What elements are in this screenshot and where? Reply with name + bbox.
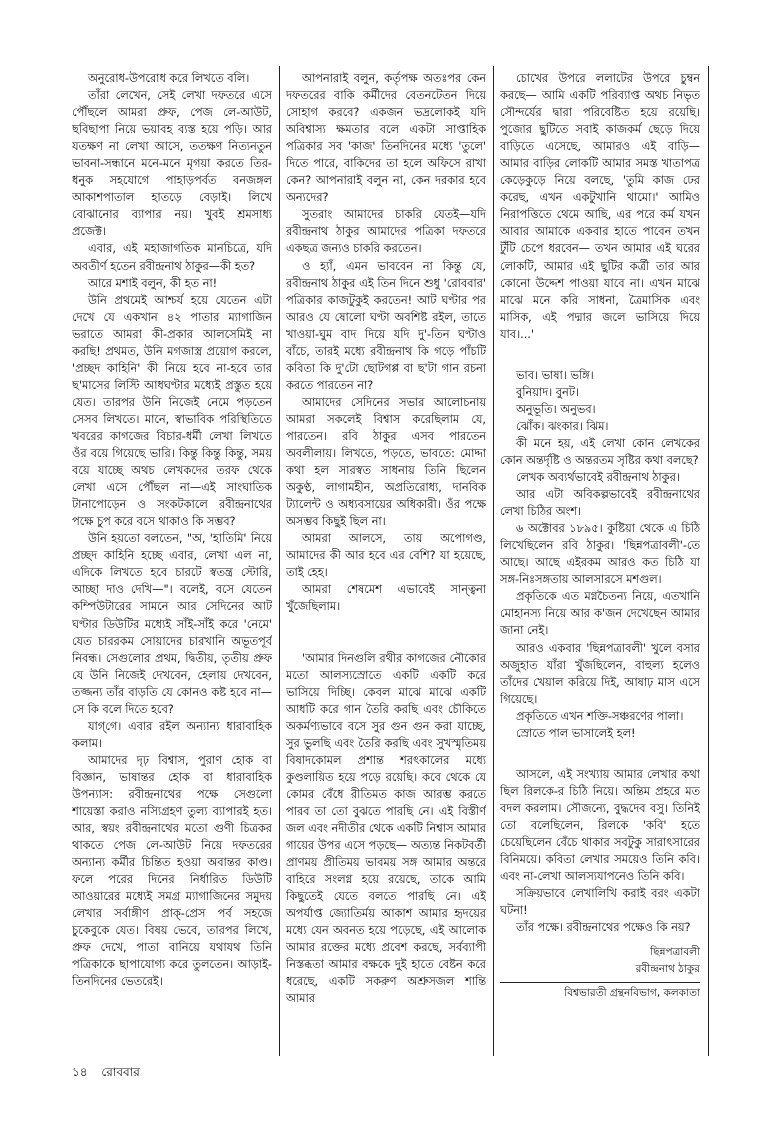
paragraph: লেখক অব্যর্থভাবেই রবীন্দ্রনাথ ঠাকুর। <box>516 471 680 485</box>
text-column-3 <box>500 70 700 1060</box>
paragraph: ভাব। ভাষা। ভঙ্গি। <box>516 368 594 382</box>
paragraph: সক্রিয়ভাবে লেখালিখি করাই বরং একটা ঘটনা! <box>500 887 700 918</box>
column-rule <box>493 66 494 1056</box>
quoted-letter: 'আমার দিনগুলি রথীর কাগজের নৌকোর মতো আলস্যস্রোতে একটি একটি করে ভাসিয়ে দিচ্ছি। কেবল মাঝে মাঝে একটি আধটি করে গান তৈরি করছি এবং চৌকিতে অকর্মণ্যভাবে বসে সুর গুন গুন করা যাচ্ছে, সুর ভুলছি এবং তৈরি করছি এবং সুখস্মৃতিময় বিষাদকোমল প্রশান্ত শরৎকালের মধ্যে কুণ্ডলায়িত হয়ে পড়ে রয়েছি। কবে থেকে যে কোমর বেঁধে রীতিমত কাজ আরম্ভ করতে পারব তা তো বুঝতে পারছি নে। এই বিস্তীর্ণ জল এবং নদীতীর থেকে একটি নিশ্বাস আমার গায়ের উপর এসে পড়ছে— অত্যন্ত নিকটবর্তী প্রাণময় প্রীতিময় ভাবময় সঙ্গ আমার অন্তরে বাহিরে সংলগ্ন হয়ে রয়েছে, তাকে আমি কিছুতেই যেতে বলতে পারছি নে। এই অপর্যাপ্ত জ্যোতির্ময় আকাশ আমার হৃদয়ের মধ্যে যেন অবনত হয়ে পড়েছে, এই আলোক আমার রক্তের মধ্যে প্রবেশ করছে, সর্বব্যাপী নিস্তব্ধতা আমার বক্ষকে দুই হাতে বেষ্টন করে ধরেছে, একটি সকরুণ অশ্রুসজল শান্তি আমার <box>286 651 486 1006</box>
page-footer <box>72 1064 150 1084</box>
source-credit <box>500 944 700 978</box>
paragraph: বুনিয়াদ। বুনট। <box>516 385 579 399</box>
paragraph: তাঁর পক্ষে। রবীন্দ্রনাথের পক্ষেও কি নয়? <box>516 921 691 935</box>
paragraph: আমাদের সেদিনের সভার আলোচনায় আমরা সকলেই বিশ্বাস করেছিলাম যে, পারতেন। রবি ঠাকুর এসব পারতেন অবলীলায়। লিখতে, পড়তে, ভাবতে: মোদ্দা কথা হল সারস্বত সাধনায় তিনি ছিলেন অকুণ্ঠ, লাগামহীন, অপ্রতিরোধ্য, দানবিক ট্যালেন্ট ও অধ্যবসায়ের অধিকারী। ওঁর পক্ষে অসম্ভব কিছুই ছিল না। <box>286 395 486 529</box>
quoted-letter-continued: চোখের উপরে ললাটের উপরে চুম্বন করছে— আমি একটি পরিব্যাপ্ত অথচ নিভৃত সৌন্দর্যের দ্বারা পরিবেষ্টিত হয়ে রয়েছি। পুজোর ছুটিতে সবাই কাজকর্ম ছেড়ে দিয়ে বাড়িতে এসেছে, আমারও এই বাড়ি— আমার বাড়ির লোকটি আমার সমস্ত খাতাপত্র কেড়েকুড়ে নিয়ে বলছে, 'তুমি কাজ ঢের করেছ, এখন একটুখানি থামো।' আমিও নিরাপত্তিতে থেমে আছি, এর পরে কর্ম যখন আবার আমাকে একবার হাতে পাবেন তখন টুঁটি চেপে ধরবেন— তখন আমার এই ঘরের লোকটি, আমার এই ছুটির কর্ত্রী তার আর কোনো উদ্দেশ পাওয়া যাবে না। এখন মাঝে মাঝে মনে করি সাধনা, ত্রৈমাসিক এবং মাসিক, এই পদ্মার জলে ভাসিয়ে দিয়ে যাব।...' <box>500 72 700 341</box>
paragraph: আরও একবার 'ছিন্নপত্রাবলী' খুলে বসার অজুহাত যাঁরা খুঁজছিলেন, বাহুল্য হলেও তাঁদের খেয়াল করিয়ে দিই, আষাঢ় মাস এসে গিয়েছে। <box>500 641 700 706</box>
paragraph: আরে মশাই বলুন, কী হত না! <box>88 276 218 290</box>
paragraph: যাগ্‌গে। এবার রইল অন্যান্য ধারাবাহিক কলাম। <box>72 719 272 750</box>
paragraph: প্রকৃতিকে এত মগ্নচৈতন্য নিয়ে, এতখানি মোহানস্য নিয়ে আর ক'জন দেখেছেন আমার জানা নেই। <box>500 590 700 638</box>
column-rule <box>708 66 709 1056</box>
magazine-name: রোববার <box>101 1065 140 1079</box>
paragraph: প্রকৃতিতে এখন শক্তি-সঞ্চরণের পালা। <box>516 709 684 723</box>
paragraph: আমাদের দৃঢ় বিশ্বাস, পুরাণ হোক বা বিজ্ঞান, ভাষান্তর হোক বা ধারাবাহিক উপন্যাস: রবীন্দ্রনাথের পক্ষে সেগুলো শায়েস্তা করাও নস্যিগ্রহণ তুল্য ব্যাপারই হত। আর, স্বয়ং রবীন্দ্রনাথের মতো গুণী চিত্রকর থাকতে পেজ লে-আউট নিয়ে দফতরের অন্যান্য কর্মীর চিন্তিত হওয়া অবান্তর কাণ্ড। ফলে পরের দিনের নির্ধারিত ডিউটি আওয়ারের মধ্যেই সমগ্র ম্যাগাজিনের সমুদয় লেখার সর্বাঙ্গীণ প্রাক্-প্রেস পর্ব সহজে চুকেবুকে যেত। বিষয় ভেবে, তারপর লিখে, প্রুফ দেখে, পাতা বানিয়ে যথাযথ তিনি পত্রিকাকে ছাপাযোগ্য করে তুলতেন। আড়াই-তিনদিনের ভেতরেই। <box>72 753 272 989</box>
paragraph: আমরা আলসে, তায় অপোগণ্ড, আমাদের কী আর হবে এর বেশি? যা হয়েছে, তাই হেহ। <box>286 532 486 580</box>
paragraph: এবার, এই মহাজাগতিক মানচিত্রে, যদি অবতীর্ণ হতেন রবীন্দ্রনাথ ঠাকুর—কী হত? <box>72 242 272 273</box>
text-column-2 <box>286 70 486 1060</box>
page-number: ১৪ <box>72 1065 88 1079</box>
paragraph: আমরা শেষমেশ এভাবেই সান্ত্বনা খুঁজেছিলাম। <box>286 583 486 614</box>
paragraph: ঝোঁক। ঝংকার। ঝিম। <box>516 419 609 433</box>
paragraph: ৬ অক্টোবর ১৮৯৫। কুষ্টিয়া থেকে এ চিঠি লিখেছিলেন রবি ঠাকুর। 'ছিন্নপত্রাবলী'-তে আছে। আছে এইরকম আরও কত চিঠি যা সঙ্গ-নিঃসঙ্গতায় আলসারসে মশগুল। <box>500 522 700 587</box>
book-title: ছিন্নপত্রাবলী <box>650 946 700 959</box>
paragraph: তাঁরা লেখেন, সেই লেখা দফতরে এসে পৌঁছলে আমরা প্রুফ, পেজ লে-আউট, ছবিছাপা নিয়ে ভয়াবহ ব্যস্ত হয়ে পড়ি। আর যতক্ষণ না লেখা আসে, ততক্ষণ নিত্যনতুন ভাবনা-সন্ধানে মনে-মনে মৃগয়া করতে তির-ধনুক সহযোগে পাহাড়পর্বত বনজঙ্গল আকাশপাতাল হাতড়ে বেড়াই। লিখে বোঝানোর ব্যাপার নয়। খুবই শ্রমসাধ্য প্রজেক্ট। <box>72 89 272 239</box>
paragraph: উনি প্রথমেই আশ্চর্য হয়ে যেতেন এটা দেখে যে একখান ৪২ পাতার ম্যাগাজিন ভরাতে আমরা কী-প্রকার আলসেমিই না করছি! প্রথমত, উনি মগজাস্ত্র প্রয়োগ করলে, 'প্রচ্ছদ কাহিনি' কী নিয়ে হবে না-হবে তার ছ'মাসের লিস্টি আধঘণ্টার মধ্যেই প্রস্তুত হয়ে যেত। তারপর উনি নিজেই নেমে পড়তেন সেসব লিখতে। মানে, স্বাভাবিক পরিস্থিতিতে খবরের কাগজের বিচার-ধর্মী লেখা লিখতে ওঁর বয়ে গিয়েছে ভারি। কিন্তু কিন্তু কিন্তু, সময় বয়ে যাচ্ছে অথচ লেখকদের তরফ থেকে লেখা এসে পৌঁছল না—এই সাংঘাতিক টানাপোড়েন ও সংকটকালে রবীন্দ্রনাথের পক্ষে চুপ করে বসে থাকাও কি সম্ভব? <box>72 293 272 529</box>
paragraph: উনি হয়তো বলতেন, "অ, 'হাতিমি' নিয়ে প্রচ্ছদ কাহিনি হচ্ছে এবার, লেখা এল না, এদিকে লিখতে হবে চারটে স্বতন্ত্র স্টোরি, আচ্ছা দাও দেখি—"। বলেই, বসে যেতেন কম্পিউটারের সামনে আর সেদিনের আট ঘণ্টার ডিউটির মধ্যেই সাঁই-সাঁই করে 'নেমে' যেত চাররকম সোয়াদের চারখানি অভূতপূর্ব নিবন্ধ। সেগুলোর প্রথম, দ্বিতীয়, তৃতীয় প্রুফ যে উনি নিজেই দেখবেন, হেলায় দেখবেন, তজ্জন্য তাঁর বাড়তি যে কোনও কষ্ট হবে না—সে কি বলে দিতে হবে? <box>72 532 272 716</box>
paragraph: আসলে, এই সংখ্যায় আমার লেখার কথা ছিল রিলকে-র চিঠি নিয়ে। অন্তিম প্রহরে মত বদল করলাম। সৌজন্যে, বুদ্ধদেব বসু। তিনিই তো বলেছিলেন, রিলকে 'কবি' হতে চেয়েছিলেন বেঁচে থাকার সবটুকু সারাৎসারের বিনিময়ে। কবিতা লেখার সময়েও তিনি কবি। এবং না-লেখা আলস্যযাপনেও তিনি কবি। <box>500 767 700 884</box>
paragraph: ও হ্যাঁ, এমন ভাববেন না কিন্তু যে, রবীন্দ্রনাথ ঠাকুর এই তিন দিনে শুধু 'রোববার' পত্রিকার কাজটুকুই করতেন! আট ঘণ্টার পর আরও যে ষোলো ঘণ্টা অবশিষ্ট রইল, তাতে খাওয়া-ঘুম বাদ দিয়ে যদি দু'-তিন ঘণ্টাও বাঁচে, তারই মধ্যে রবীন্দ্রনাথ কি গড়ে পাঁচটি কবিতা কি দু'টো ছোটগপ্প বা ছ'টা গান রচনা করতে পারতেন না? <box>286 259 486 392</box>
paragraph: আপনারাই বলুন, কর্তৃপক্ষ অতঃপর কেন দফতরের বাকি কর্মীদের বেতনটেতন দিয়ে সোহাগ করবে? একজন ভদ্রলোকই যদি অবিশ্বাস্য ক্ষমতার বলে একটা সাপ্তাহিক পত্রিকার সব 'কাজ' তিনদিনের মধ্যে 'তুলে' দিতে পারে, বাকিদের তা হলে অফিসে রাখা কেন? আপনারাই বলুন না, কেন দরকার হবে অন্যদের? <box>286 72 486 205</box>
paragraph: সুতরাং আমাদের চাকরি যেতই—যদি রবীন্দ্রনাথ ঠাকুর আমাদের পত্রিকা দফতরে একছত্র জন্যও চাকরি করতেন। <box>286 208 486 256</box>
text-column-1 <box>72 70 272 1060</box>
paragraph: অনুভূতি। অনুভব। <box>516 402 596 416</box>
author-name: রবীন্দ্রনাথ ঠাকুর <box>635 963 700 976</box>
paragraph: আর এটা অবিকল্পভাবেই রবীন্দ্রনাথের লেখা চিঠির অংশ। <box>500 488 700 519</box>
column-rule <box>279 66 280 1056</box>
paragraph: স্রোতে পাল ভাসালেই হল! <box>516 726 636 740</box>
publisher-credit: বিশ্বভারতী গ্রন্থনবিভাগ, কলকাতা <box>500 982 700 1002</box>
paragraph: অনুরোধ-উপরোধ করে লিখতে বলি। <box>88 72 250 85</box>
paragraph: কী মনে হয়, এই লেখা কোন লেখকের কোন অন্তর্দৃষ্টি ও অন্তরতম সৃষ্টির কথা বলছে? <box>500 436 700 467</box>
